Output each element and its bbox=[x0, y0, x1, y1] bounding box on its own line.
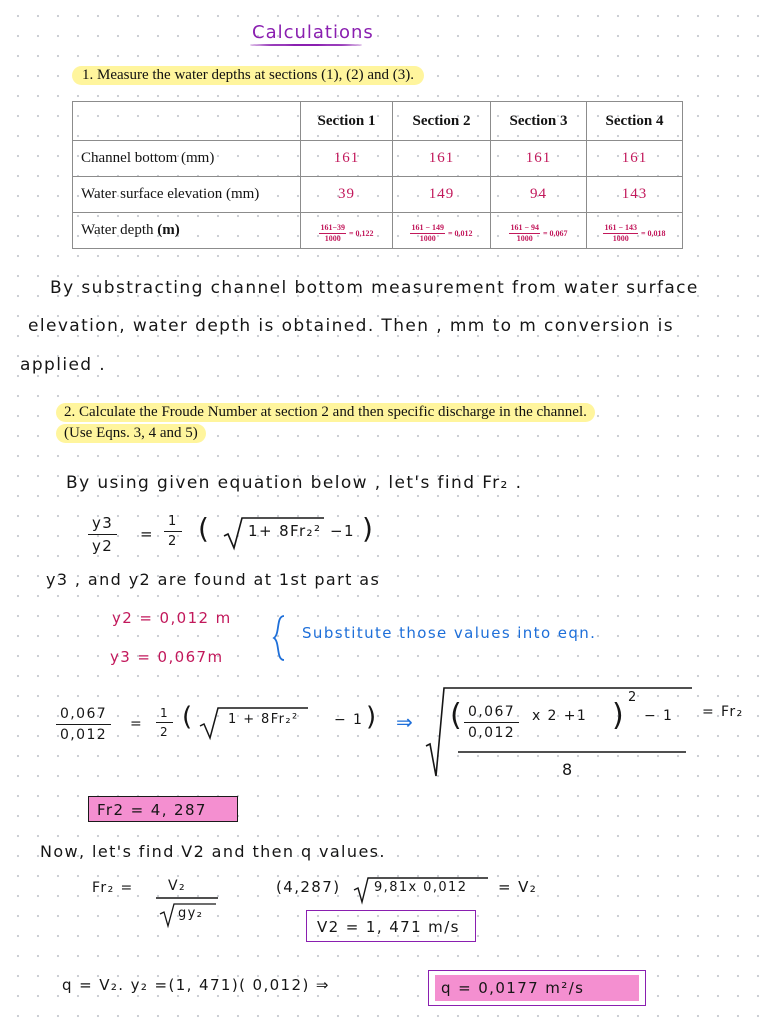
y2-value: y2 = 0,012 m bbox=[112, 609, 232, 627]
depth-den: 1000 bbox=[516, 234, 533, 243]
explanation-line-3: applied . bbox=[20, 355, 107, 375]
eq-lhs-den: y2 bbox=[92, 537, 114, 555]
big-denominator: 8 bbox=[562, 760, 574, 779]
table-cell: 161 bbox=[491, 141, 587, 177]
big-open-paren: ( bbox=[450, 698, 462, 733]
table-header-section-4: Section 4 bbox=[587, 102, 683, 141]
found-line: y3 , and y2 are found at 1st part as bbox=[46, 570, 381, 589]
row-label-water-surface: Water surface elevation (mm) bbox=[73, 177, 301, 213]
sub-num: 0,067 bbox=[56, 706, 111, 725]
table-cell bbox=[587, 213, 683, 249]
v2-calc: (4,287) bbox=[276, 878, 341, 896]
question-2-line-2: (Use Eqns. 3, 4 and 5) bbox=[56, 424, 206, 443]
row-label-channel-bottom: Channel bottom (mm) bbox=[73, 141, 301, 177]
eq-half-den: 2 bbox=[168, 534, 178, 549]
big-exponent: 2 bbox=[628, 690, 638, 705]
big-close-paren: ) bbox=[612, 698, 624, 733]
depth-result: = 0,067 bbox=[543, 228, 568, 238]
table-cell bbox=[393, 213, 491, 249]
title-underline bbox=[250, 44, 362, 46]
depth-num: 161−39 bbox=[320, 223, 345, 232]
table-header-empty bbox=[73, 102, 301, 141]
sub-tail: − 1 bbox=[334, 712, 364, 728]
implies-arrow-icon: ⇒ bbox=[396, 710, 413, 734]
table-cell: 39 bbox=[301, 177, 393, 213]
table-cell bbox=[491, 213, 587, 249]
substitute-note: Substitute those values into eqn. bbox=[302, 624, 597, 642]
eq-equals: = bbox=[140, 525, 154, 543]
sub-inner: 1 + 8Fr₂² bbox=[228, 712, 299, 727]
table-cell: 161 bbox=[587, 141, 683, 177]
row-label-water-depth bbox=[73, 213, 301, 249]
depth-result: = 0,122 bbox=[349, 228, 374, 238]
table-header-row bbox=[73, 102, 683, 141]
eq-inner: 1+ 8Fr₂² bbox=[248, 522, 322, 540]
intro-line: By using given equation below , let's find Fr₂ . bbox=[66, 473, 523, 493]
question-1: 1. Measure the water depths at sections (1), (2) and (3). bbox=[72, 66, 424, 85]
eq-tail: −1 bbox=[330, 522, 355, 540]
table-cell bbox=[301, 213, 393, 249]
table-cell: 94 bbox=[491, 177, 587, 213]
v2-result-box: V2 = 1, 471 m/s bbox=[306, 910, 476, 942]
v2-equals: = V₂ bbox=[498, 878, 538, 896]
eq-lhs-fraction bbox=[88, 514, 117, 555]
fr2-result-box: Fr2 = 4, 287 bbox=[88, 796, 238, 822]
depth-result: = 0,012 bbox=[448, 228, 473, 238]
sub-fraction bbox=[56, 706, 111, 743]
table-cell: 161 bbox=[393, 141, 491, 177]
sub-half: $\frac{1}{2}$ bbox=[156, 706, 173, 739]
depth-num: 161 − 149 bbox=[411, 223, 444, 232]
water-depth-label: Water depth bbox=[81, 222, 154, 238]
q-calc: q = V₂. y₂ =(1, 471)( 0,012) ⇒ bbox=[62, 976, 330, 994]
sub-den: 0,012 bbox=[60, 727, 108, 743]
table-header-section-3: Section 3 bbox=[491, 102, 587, 141]
big-mid: x 2 +1 bbox=[532, 708, 588, 724]
water-depth-unit: (m) bbox=[157, 222, 180, 238]
table-header-section-1: Section 1 bbox=[301, 102, 393, 141]
page-title: Calculations bbox=[252, 22, 374, 43]
eq-half-num: 1 bbox=[164, 514, 182, 532]
fr-def-lhs: Fr₂ = bbox=[92, 880, 134, 896]
sub-equals: = bbox=[130, 716, 144, 732]
big-tail: − 1 bbox=[644, 708, 674, 724]
fr-def-den: gy₂ bbox=[178, 906, 204, 921]
table-cell: 161 bbox=[301, 141, 393, 177]
now-line: Now, let's find V2 and then q values. bbox=[40, 842, 386, 861]
eq-close-paren: ) bbox=[362, 512, 373, 545]
eq-lhs-num: y3 bbox=[88, 514, 117, 535]
v2-radicand: 9,81x 0,012 bbox=[374, 880, 468, 895]
q-result-box bbox=[428, 970, 646, 1006]
table-row bbox=[73, 213, 683, 249]
explanation-line-1: By substracting channel bottom measurement from water surface bbox=[50, 278, 699, 298]
explanation-line-2: elevation, water depth is obtained. Then , mm to m conversion is bbox=[28, 316, 674, 336]
table-cell: 143 bbox=[587, 177, 683, 213]
big-num: 0,067 bbox=[464, 704, 519, 723]
table-row bbox=[73, 177, 683, 213]
q-result: q = 0,0177 m²/s bbox=[435, 975, 639, 1001]
depth-den: 1000 bbox=[419, 234, 436, 243]
depth-result: = 0,018 bbox=[641, 228, 666, 238]
water-depth-table bbox=[72, 101, 683, 249]
fr-def-num: V₂ bbox=[168, 878, 186, 894]
depth-den: 1000 bbox=[324, 234, 341, 243]
depth-num: 161 − 143 bbox=[604, 223, 637, 232]
big-fraction bbox=[464, 704, 519, 741]
table-header-section-2: Section 2 bbox=[393, 102, 491, 141]
sub-open-paren: ( bbox=[182, 702, 193, 732]
depth-den: 1000 bbox=[612, 234, 629, 243]
curly-brace-icon bbox=[270, 614, 290, 662]
table-row bbox=[73, 141, 683, 177]
depth-num: 161 − 94 bbox=[510, 223, 539, 232]
y3-value: y3 = 0,067m bbox=[110, 648, 224, 666]
eq-half bbox=[164, 514, 182, 549]
table-cell: 149 bbox=[393, 177, 491, 213]
question-2-line-1: 2. Calculate the Froude Number at section 2 and then specific discharge in the channel. bbox=[56, 403, 595, 422]
big-equals-fr2: = Fr₂ bbox=[702, 704, 744, 720]
eq-open-paren: ( bbox=[198, 512, 209, 545]
sub-close-paren: ) bbox=[366, 702, 377, 732]
big-den: 0,012 bbox=[468, 725, 516, 741]
